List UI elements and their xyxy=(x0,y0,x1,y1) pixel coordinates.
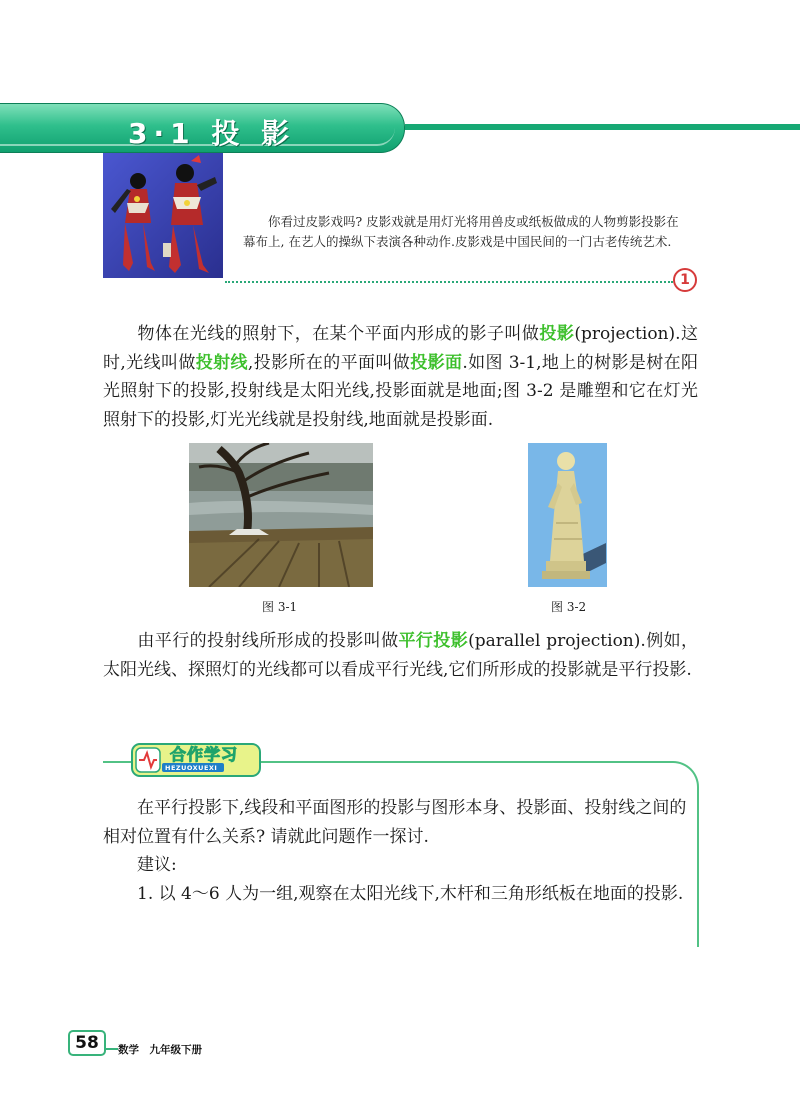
coop-suggestion-1-text: 1. 以 4～6 人为一组,观察在太阳光线下,木杆和三角形纸板在地面的投影. xyxy=(137,883,684,904)
figure-caption-3-1: 图 3-1 xyxy=(262,600,298,614)
term-projection-line: 投射线 xyxy=(195,352,248,373)
figure-tree-shadow xyxy=(189,443,373,587)
p1-text-d: .如图 3-1,地上的树影是树在阳光照射下的投影,投射线是太阳光线,投影面就是地面;图 3-2 是雕塑和它在灯光照射下的投影,灯光光线就是投射线,地面就是投影面. xyxy=(103,352,699,430)
figure-statue-shadow xyxy=(528,443,607,587)
cooperative-learning-title: 合作学习 xyxy=(170,745,239,764)
paragraph-parallel-projection xyxy=(103,627,698,684)
section-title: 3·1 投 影 xyxy=(128,117,296,150)
cooperative-learning-subtitle: HEZUOXUEXI xyxy=(165,764,218,772)
coop-question xyxy=(103,794,698,851)
paragraph-projection-definition xyxy=(103,320,698,434)
figure-caption-3-2: 图 3-2 xyxy=(551,600,587,614)
p1-text-c: ,投影所在的平面叫做 xyxy=(247,352,411,373)
intro-caption-text: 你看过皮影戏吗? 皮影戏就是用灯光将用兽皮或纸板做成的人物剪影投影在幕布上, 在艺人的操纵下表演各种动作.皮影戏是中国民间的一门古老传统艺术. xyxy=(243,214,679,249)
p2-text-b: (parallel projection).例如，太阳光线、探照灯的光线都可以看成平行光线,它们所形成的投影就是平行投影. xyxy=(103,631,699,680)
p1-text-b: (projection).这时,光线叫做 xyxy=(103,324,699,373)
page-number: 58 xyxy=(68,1030,106,1056)
shadow-puppet-image xyxy=(103,153,223,278)
p2-text-a: 由平行的投射线所形成的投影叫做 xyxy=(137,631,399,651)
footer-book-title: 数学 九年级下册 xyxy=(118,1044,202,1056)
coop-question-text: 在平行投影下,线段和平面图形的投影与图形本身、投影面、投射线之间的相对位置有什么关系? 请就此问题作一探讨. xyxy=(103,798,687,847)
coop-suggestion-label-text: 建议: xyxy=(137,855,177,875)
cooperative-learning-content xyxy=(103,794,698,908)
cooperative-learning-badge xyxy=(130,740,262,780)
coop-suggestion-1 xyxy=(103,880,698,909)
p1-text-a: 物体在光线的照射下，在某个平面内形成的影子叫做 xyxy=(137,324,540,344)
dotted-divider xyxy=(225,281,673,283)
term-projection-plane: 投影面 xyxy=(410,352,463,373)
section-header-rule xyxy=(405,124,800,130)
circled-number-marker: 1 xyxy=(673,268,697,292)
term-projection: 投影 xyxy=(539,324,575,344)
term-parallel-projection: 平行投影 xyxy=(398,631,469,651)
footer-connector xyxy=(104,1040,118,1050)
intro-caption xyxy=(243,212,683,252)
coop-suggestion-label xyxy=(103,851,698,880)
